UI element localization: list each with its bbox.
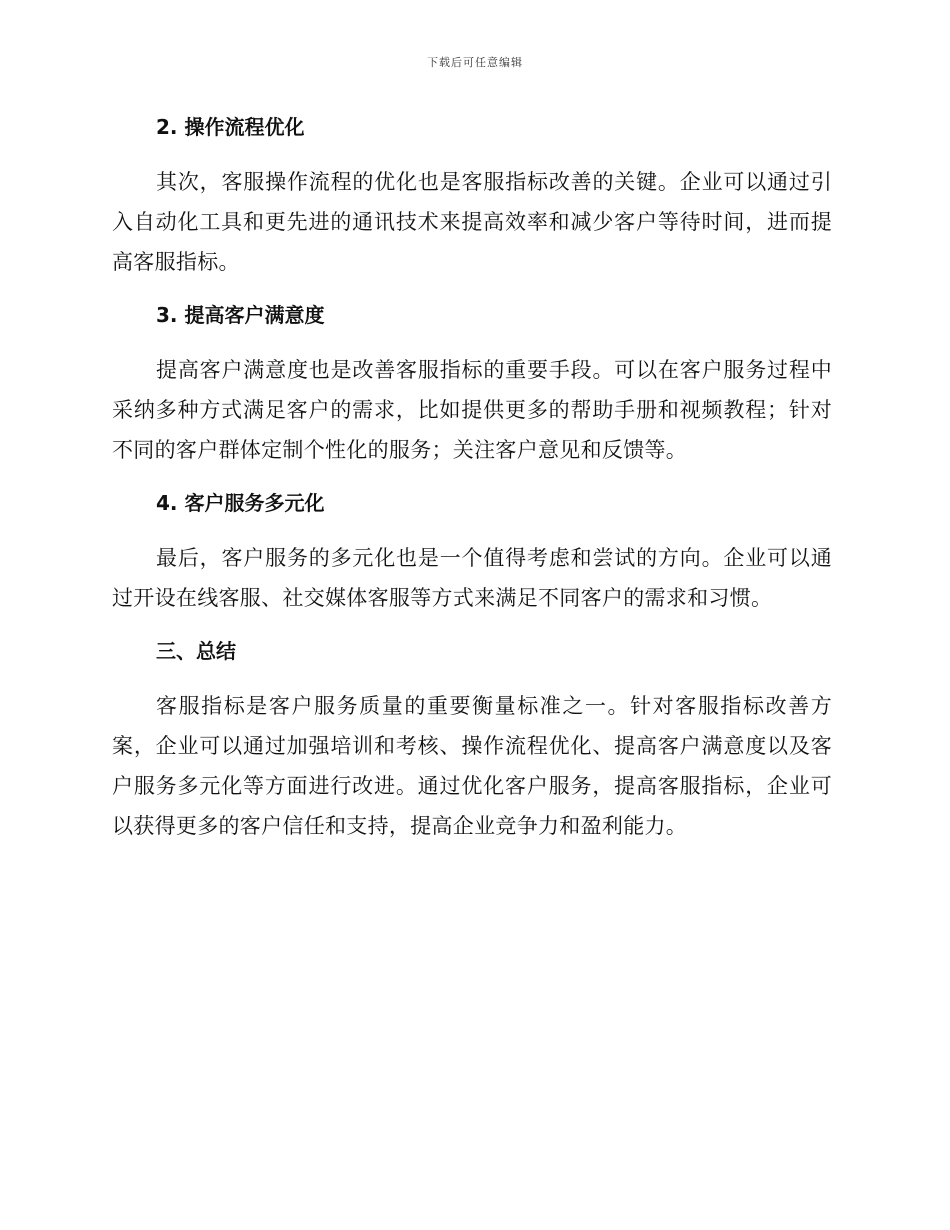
section-heading-diversification: 4. 客户服务多元化 bbox=[156, 491, 325, 515]
section-heading-satisfaction: 3. 提高客户满意度 bbox=[156, 303, 325, 327]
section-paragraph-summary: 客服指标是客户服务质量的重要衡量标准之一。针对客服指标改善方案，企业可以通过加强培训和考核、操作流程优化、提高客户满意度以及客户服务多元化等方面进行改进。通过优化客户服务，提高客服指标，企业可以获得更多的客户信任和支持，提高企业竞争力和盈利能力。 bbox=[112, 694, 832, 838]
section-heading-summary: 三、总结 bbox=[156, 639, 236, 663]
section-paragraph-diversification: 最后，客户服务的多元化也是一个值得考虑和尝试的方向。企业可以通过开设在线客服、社交媒体客服等方式来满足不同客户的需求和习惯。 bbox=[112, 546, 832, 610]
section-paragraph-satisfaction: 提高客户满意度也是改善客服指标的重要手段。可以在客户服务过程中采纳多种方式满足客户的需求，比如提供更多的帮助手册和视频教程；针对不同的客户群体定制个性化的服务；关注客户意见和反馈等。 bbox=[112, 358, 832, 462]
page-header: 下载后可任意编辑 bbox=[427, 56, 523, 69]
section-paragraph-operation-flow: 其次，客服操作流程的优化也是客服指标改善的关键。企业可以通过引入自动化工具和更先进的通讯技术来提高效率和减少客户等待时间，进而提高客服指标。 bbox=[112, 170, 832, 274]
document-body bbox=[112, 108, 832, 846]
section-heading-operation-flow: 2. 操作流程优化 bbox=[156, 115, 305, 139]
